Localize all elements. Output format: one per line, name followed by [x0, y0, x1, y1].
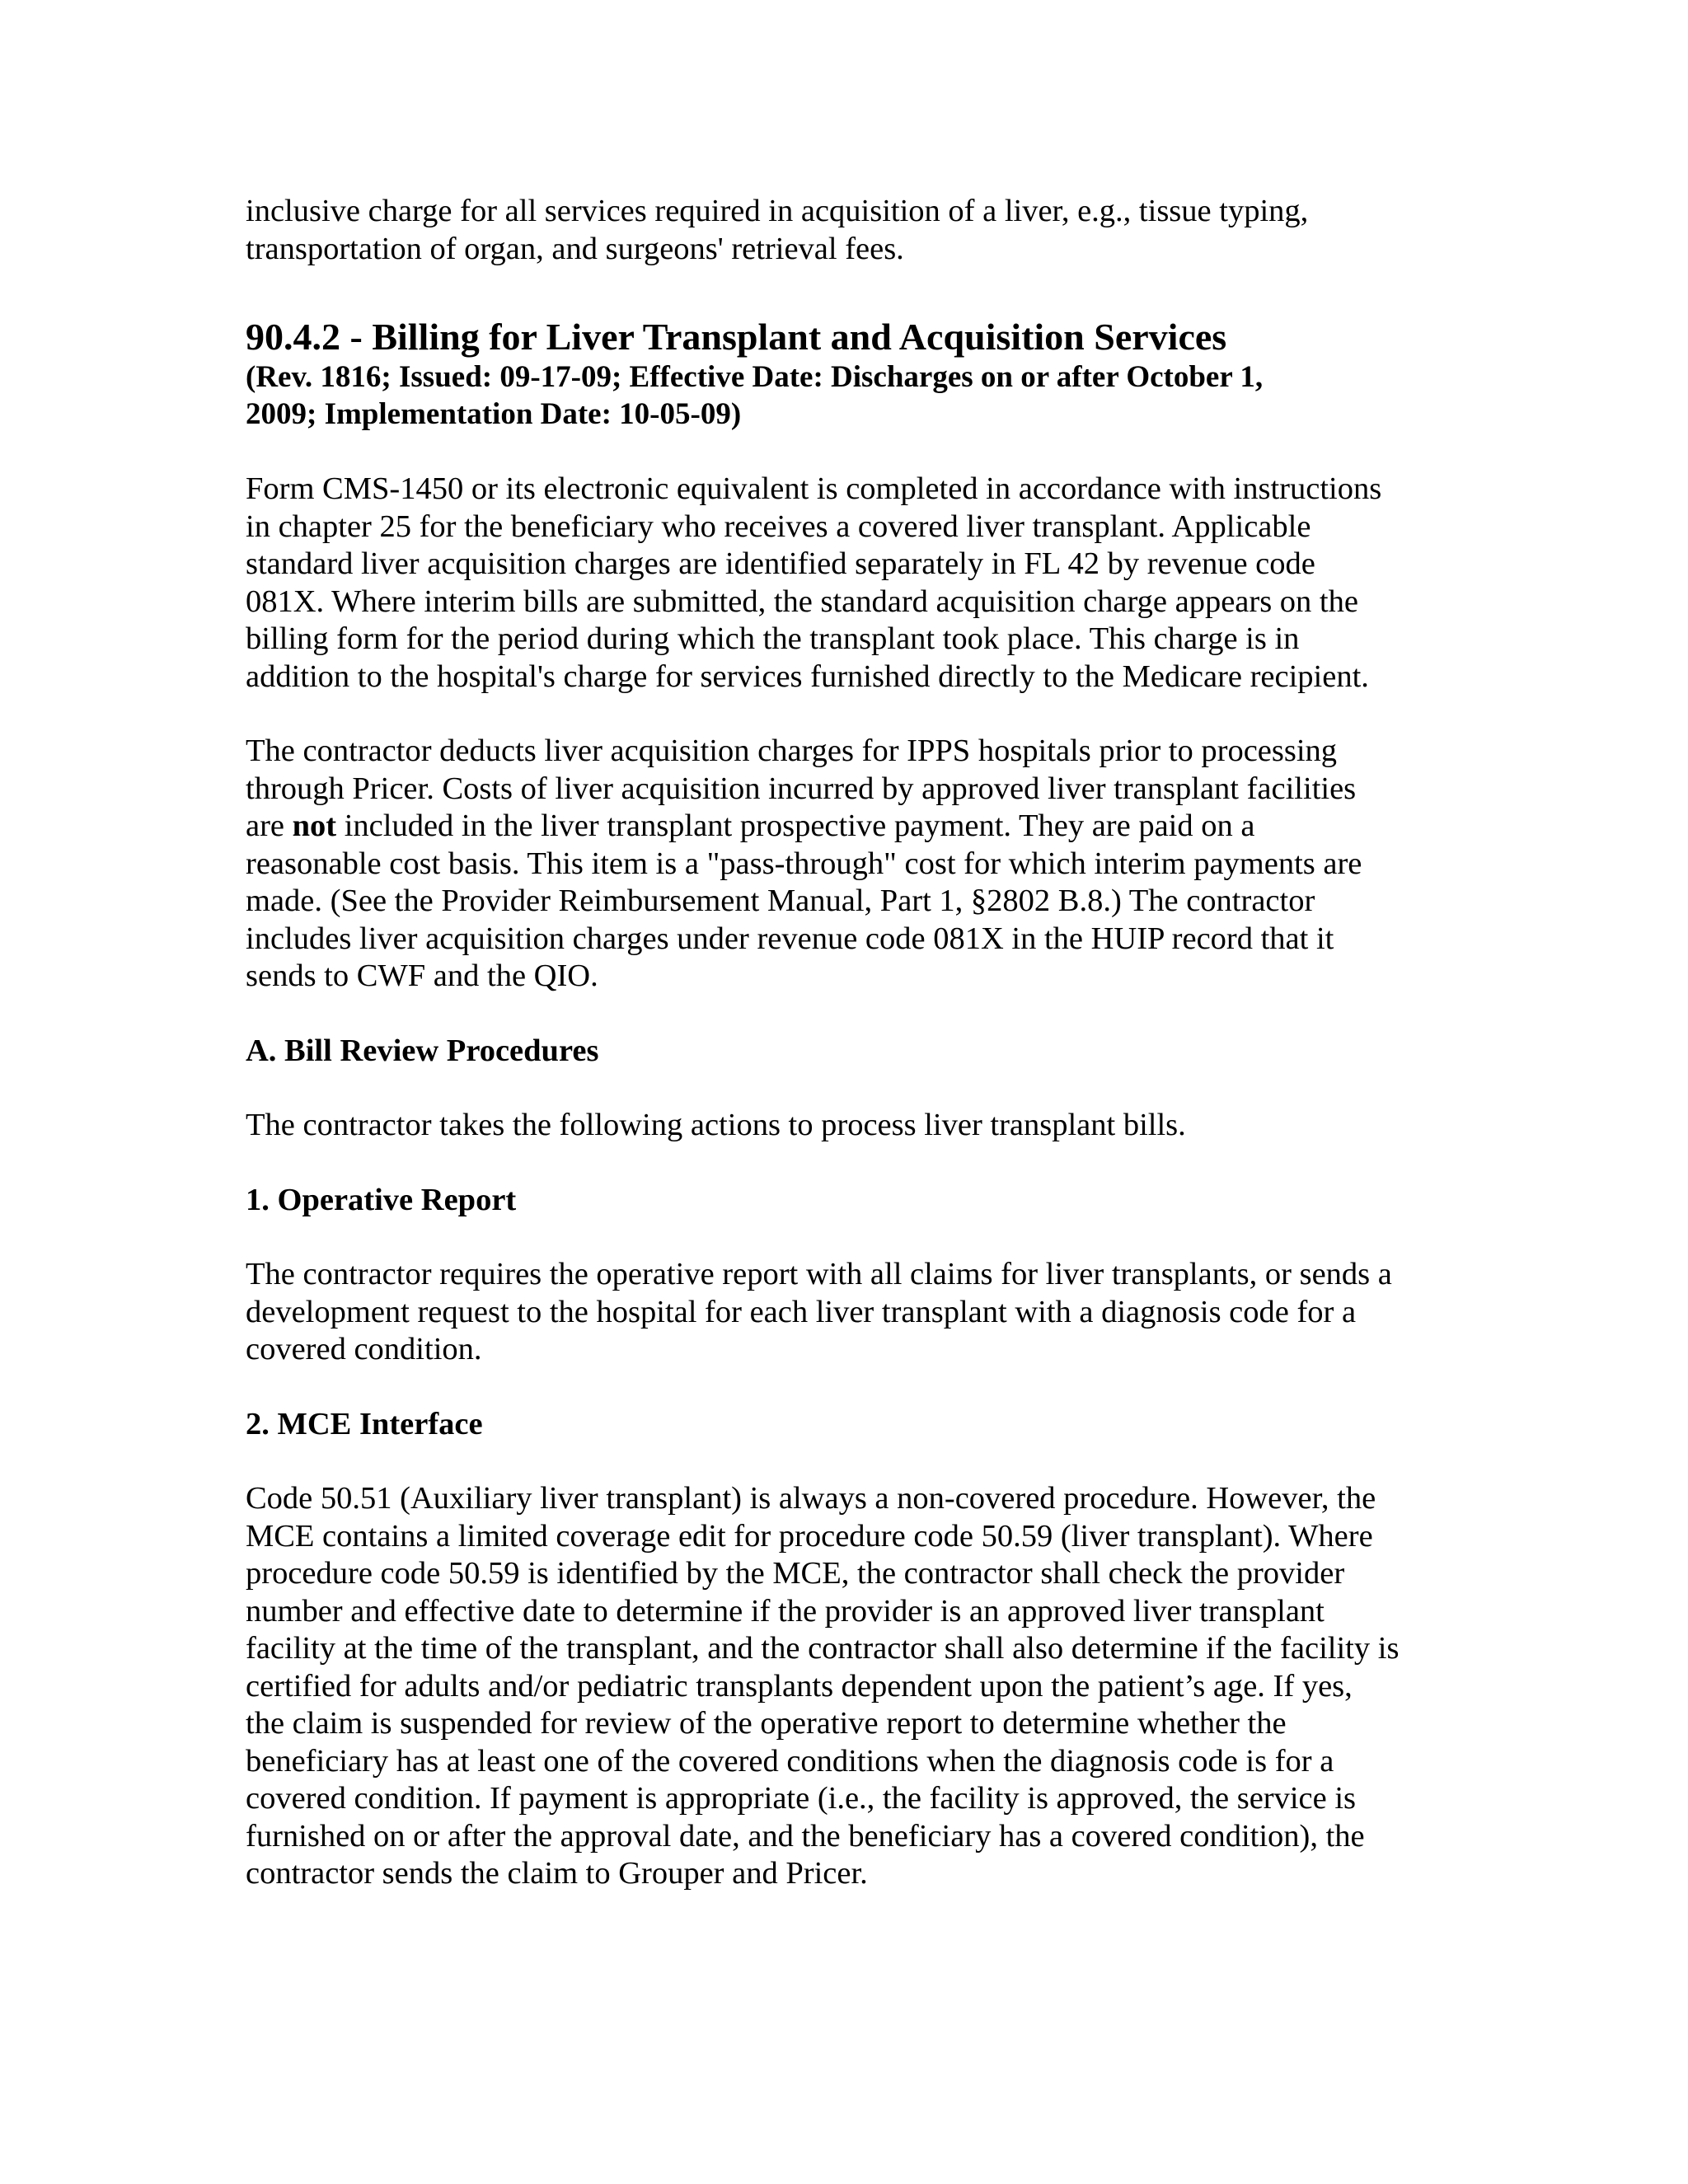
text-line: MCE contains a limited coverage edit for procedure code 50.59 (liver transplant). Where — [246, 1518, 1373, 1554]
text-line: development request to the hospital for each liver transplant with a diagnosis code for a — [246, 1294, 1357, 1329]
intro-paragraph — [246, 193, 1457, 268]
text-line: sends to CWF and the QIO. — [246, 958, 598, 993]
text-line: in chapter 25 for the beneficiary who receives a covered liver transplant. Applicable — [246, 509, 1311, 544]
emphasis-not: not — [292, 808, 337, 843]
text-line: made. (See the Provider Reimbursement Manual, Part 1, §2802 B.8.) The contractor — [246, 883, 1315, 918]
text-line: addition to the hospital's charge for services furnished directly to the Medicare recipient. — [246, 658, 1369, 694]
subheading-operative-report: 1. Operative Report — [246, 1182, 517, 1217]
operative-report-paragraph — [246, 1256, 1457, 1369]
text-line: transportation of organ, and surgeons' retrieval fees. — [246, 231, 904, 266]
text-line: contractor sends the claim to Grouper and Pricer. — [246, 1856, 868, 1891]
text-line: through Pricer. Costs of liver acquisition incurred by approved liver transplant facilities — [246, 771, 1357, 806]
text-line: The contractor requires the operative report with all claims for liver transplants, or sends a — [246, 1257, 1392, 1291]
text-line: the claim is suspended for review of the operative report to determine whether the — [246, 1706, 1287, 1741]
text-line: certified for adults and/or pediatric transplants dependent upon the patient’s age. If yes, — [246, 1668, 1353, 1704]
text-line: (Rev. 1816; Issued: 09-17-09; Effective Date: Discharges on or after October 1, — [246, 360, 1264, 394]
subheading-mce-interface: 2. MCE Interface — [246, 1406, 483, 1441]
text-line: number and effective date to determine if the provider is an approved liver transplant — [246, 1593, 1325, 1629]
text-line: 081X. Where interim bills are submitted, the standard acquisition charge appears on the — [246, 583, 1358, 619]
document-page — [246, 193, 1457, 1893]
bill-review-paragraph: The contractor takes the following actions to process liver transplant bills. — [246, 1108, 1186, 1142]
text-line: beneficiary has at least one of the covered conditions when the diagnosis code is for a — [246, 1743, 1334, 1779]
billing-paragraph — [246, 471, 1457, 696]
acquisition-paragraph — [246, 733, 1457, 996]
text-line: furnished on or after the approval date, and the beneficiary has a covered condition), the — [246, 1818, 1365, 1854]
text-line: reasonable cost basis. This item is a "pass-through" cost for which interim payments are — [246, 846, 1362, 881]
text-line: standard liver acquisition charges are identified separately in FL 42 by revenue code — [246, 546, 1315, 581]
text-line: included in the liver transplant prospective payment. They are paid on a — [336, 808, 1255, 843]
text-line: includes liver acquisition charges under revenue code 081X in the HUIP record that it — [246, 921, 1334, 956]
text-line: The contractor deducts liver acquisition charges for IPPS hospitals prior to processing — [246, 733, 1338, 768]
text-line: Form CMS-1450 or its electronic equivalent is completed in accordance with instructions — [246, 471, 1382, 506]
text-line: facility at the time of the transplant, and the contractor shall also determine if the facility is — [246, 1631, 1400, 1666]
subheading-bill-review: A. Bill Review Procedures — [246, 1033, 599, 1068]
text-line: 2009; Implementation Date: 10-05-09) — [246, 397, 742, 431]
revision-info — [246, 359, 1457, 433]
text-line: billing form for the period during which the transplant took place. This charge is in — [246, 621, 1300, 656]
text-line: inclusive charge for all services required in acquisition of a liver, e.g., tissue typing, — [246, 194, 1309, 228]
section-title: 90.4.2 - Billing for Liver Transplant and Acquisition Services — [246, 316, 1227, 358]
text-line: covered condition. If payment is appropriate (i.e., the facility is approved, the service is — [246, 1781, 1357, 1816]
text-line: are — [246, 808, 293, 843]
mce-interface-paragraph — [246, 1480, 1457, 1893]
text-line: Code 50.51 (Auxiliary liver transplant) is always a non-covered procedure. However, the — [246, 1481, 1376, 1516]
text-line: procedure code 50.59 is identified by the MCE, the contractor shall check the provider — [246, 1556, 1345, 1591]
text-line: covered condition. — [246, 1332, 482, 1366]
